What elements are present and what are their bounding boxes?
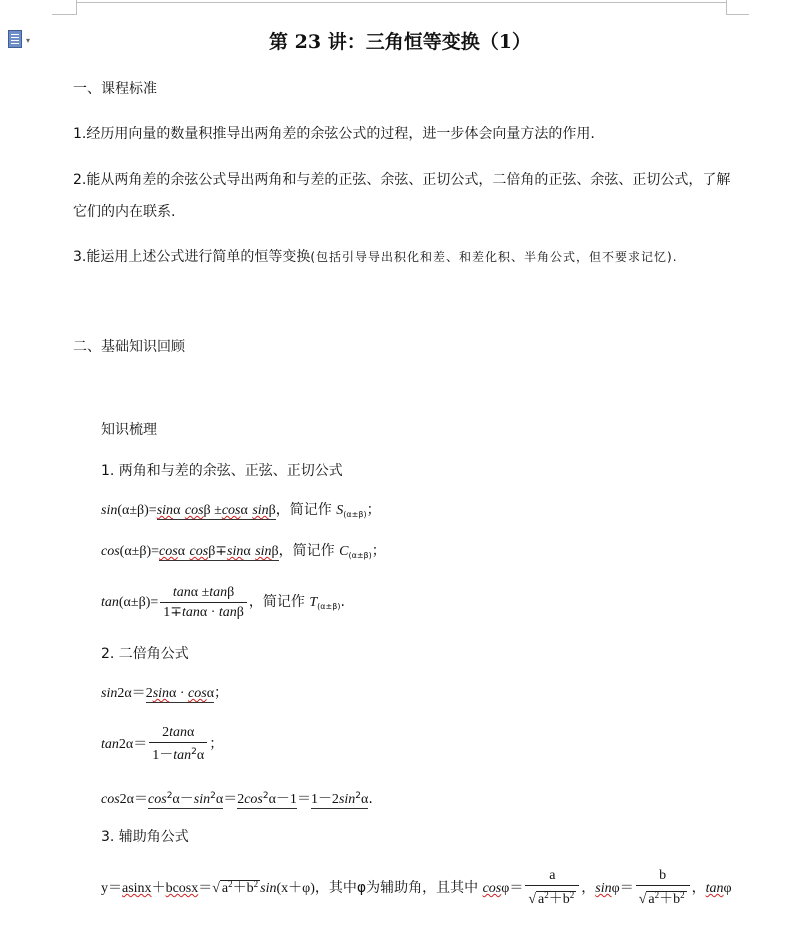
document-map-icon[interactable]: ▾ [6,30,36,48]
formula-tan-double-angle: tan2α＝ $\frac{2\tan\alpha}{1-\tan^2\alpha}$ ； [101,725,224,763]
formula-sin-double-angle: sin2α＝2sinα · cosα； [101,685,229,701]
page-crop-mark-left [52,0,77,15]
standard-item-2-line-1: 2.能从两角差的余弦公式导出两角和与差的正弦、余弦、正切公式，二倍角的正弦、余弦、正切公式，了解 [73,172,731,188]
section-heading-course-standard: 一、课程标准 [73,81,157,97]
formula-cos-sum-difference: cos(α±β)=cosα cosβ∓sinα sinβ，简记作 $C_{(\alpha\pm\beta)}$； [101,543,386,560]
note-label-cos: 简记作 [292,543,335,559]
formula-sin-sum-difference: sin(α±β)=sinα cosβ ±cosα sinβ，简记作 $S_{(\alpha\pm\beta)}$； [101,502,381,519]
knowledge-summary-heading: 知识梳理 [101,422,157,438]
formula-tan-sum-difference: tan(α±β)= $\frac{\tan\alpha \pm\tan\beta}{1\mp\tan\alpha \cdot \tan\beta}$ ，简记作 $T_{(\alpha\pm\beta)}$. [101,584,345,620]
note-label-sin: 简记作 [289,502,332,518]
section-heading-basic-review: 二、基础知识回顾 [73,339,185,355]
standard-item-1: 1.经历用向量的数量积推导出两角差的余弦公式的过程，进一步体会向量方法的作用. [73,126,595,142]
topic-sum-difference-formulas: 1. 两角和与差的余弦、正弦、正切公式 [101,463,343,479]
standard-item-3 [73,248,678,266]
topic-auxiliary-angle-formula: 3. 辅助角公式 [101,829,189,845]
topic-double-angle-formulas: 2. 二倍角公式 [101,646,189,662]
aux-angle-text: ，其中φ为辅助角，且其中 [314,880,479,896]
note-label-tan: 简记作 [262,594,305,610]
page-crop-mark-right [726,0,749,15]
standard-item-3-main: 3.能运用上述公式进行简单的恒等变换 [73,249,311,265]
standard-item-3-note: (包括引导导出积化和差、和差化积、半角公式，但不要求记忆). [310,250,678,264]
page-top-border [76,2,726,3]
page-title: 第 23 讲：三角恒等变换（1） [269,31,531,53]
formula-auxiliary-angle: y＝asinx＋bcosx＝√ $a^2+b^2$ sin(x＋φ)，其中φ为辅助角，且其中 cosφ＝ $\frac{a}{√ a^2+b^2}$ ，sinφ＝ $\frac{b}{√ a^2+b^2}$ ，tanφ [101,868,732,907]
formula-cos-double-angle: $\cos 2\alpha=\cos^2\alpha-\sin^2\alpha=2\cos^2\alpha-1=1-2\sin^2\alpha$. [101,791,373,807]
standard-item-2-line-2: 它们的内在联系. [73,204,176,220]
